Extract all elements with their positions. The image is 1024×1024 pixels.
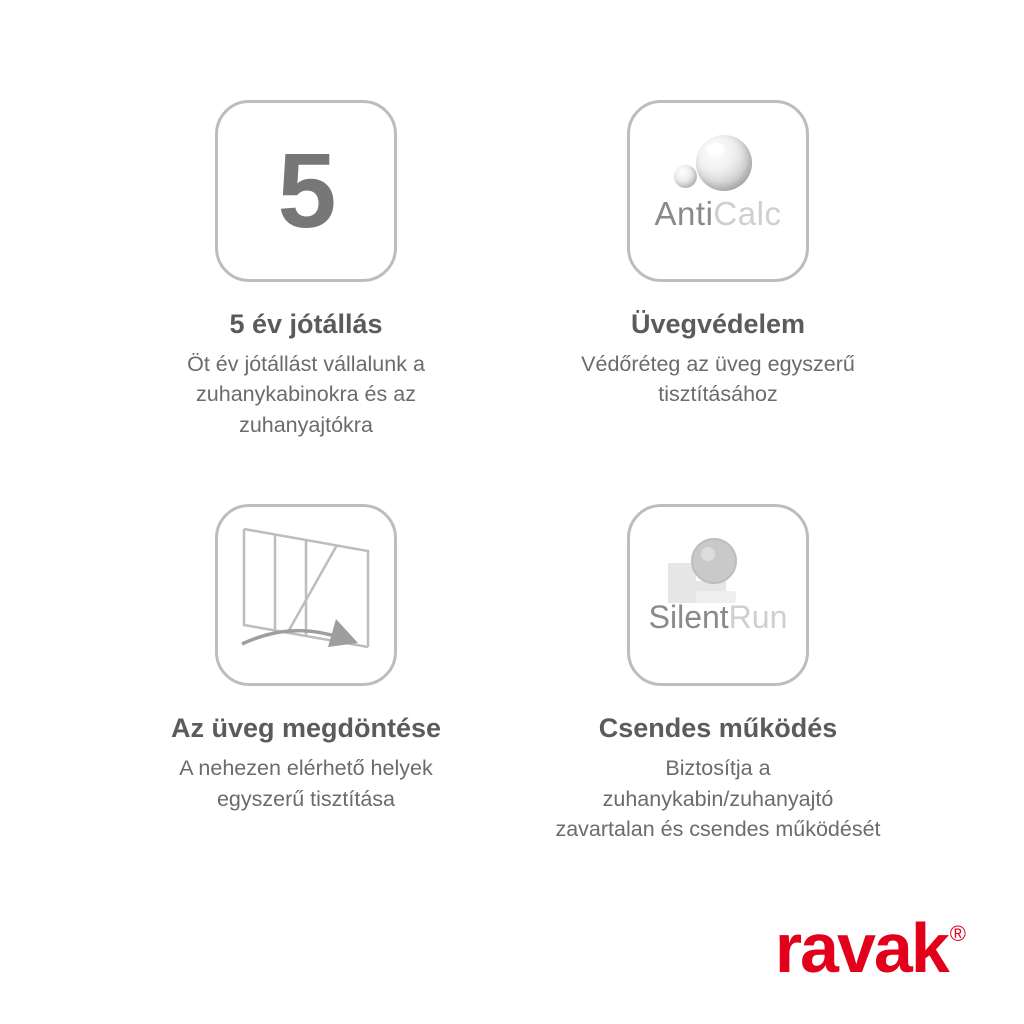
anticalc-wordmark-dark: Anti xyxy=(654,195,714,232)
feature-card-glass-protection xyxy=(512,70,1024,440)
anticalc-wordmark xyxy=(630,195,806,233)
feature-desc-silent-operation: Biztosítja a zuhanykabin/zuhanyajtó zavartalan és csendes működését xyxy=(555,756,881,842)
tilting-glass-icon xyxy=(218,507,394,683)
water-droplet-large-icon xyxy=(696,135,752,191)
silentrun-roller-icon xyxy=(630,507,806,683)
feature-card-warranty xyxy=(0,70,512,440)
feature-title-glass-protection: Üvegvédelem xyxy=(630,309,806,339)
anticalc-wordmark-light: Calc xyxy=(713,195,782,232)
ravak-logo xyxy=(774,909,966,987)
roller-wheel-shape xyxy=(630,507,806,683)
feature-card-tilting-glass xyxy=(0,440,512,844)
water-droplet-small-icon xyxy=(674,165,697,188)
feature-title-warranty: 5 év jótállás xyxy=(229,309,383,339)
feature-card-silent-operation xyxy=(512,440,1024,844)
feature-desc-warranty: Öt év jótállást vállalunk a zuhanykabinokra és az zuhanyajtókra xyxy=(187,351,425,437)
feature-title-tilting-glass: Az üveg megdöntése xyxy=(170,713,442,744)
number-5-icon xyxy=(218,103,394,279)
feature-desc-glass-protection: Védőréteg az üveg egyszerű tisztításához xyxy=(581,351,855,407)
icon-box-warranty xyxy=(215,100,397,282)
ravak-logo-text: ravak xyxy=(774,909,948,987)
feature-grid xyxy=(0,70,1024,845)
anticalc-droplets-icon xyxy=(630,103,806,279)
warranty-years-number: 5 xyxy=(277,132,335,250)
icon-box-anticalc xyxy=(627,100,809,282)
silentrun-wordmark-dark: Silent xyxy=(648,599,729,636)
silentrun-wordmark xyxy=(630,599,806,636)
feature-title-silent-operation: Csendes működés xyxy=(598,713,838,744)
icon-box-tilting-glass xyxy=(215,504,397,686)
feature-desc-tilting-glass: A nehezen elérhető helyek egyszerű tisztítása xyxy=(179,756,433,811)
silentrun-wordmark-light: Run xyxy=(728,599,788,636)
registered-trademark-icon: ® xyxy=(949,921,966,946)
icon-box-silentrun xyxy=(627,504,809,686)
